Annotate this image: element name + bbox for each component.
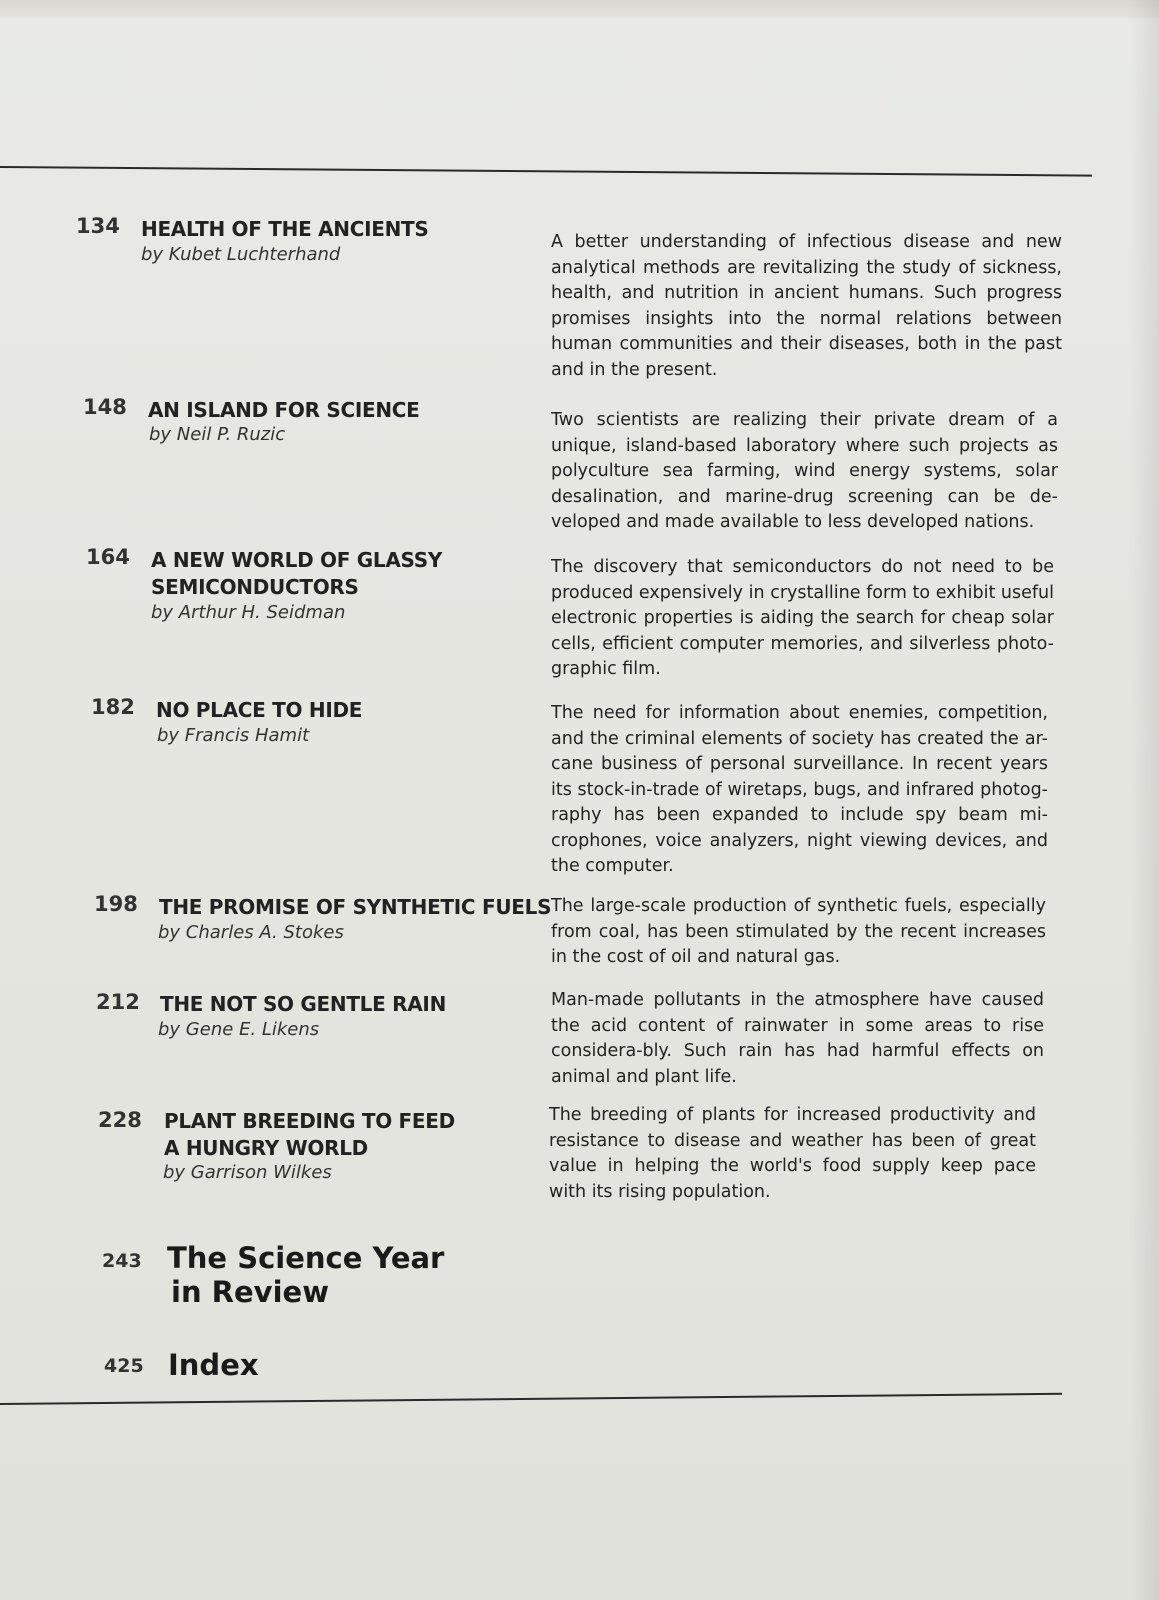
top-rule <box>0 166 1092 177</box>
section-title: The Science Year <box>167 1241 445 1275</box>
bottom-rule <box>0 1393 1062 1405</box>
page-number: 228 <box>98 1108 142 1132</box>
page-number: 182 <box>91 695 135 719</box>
article-description: The breeding of plants for increased productivity and resistance to disease and weather has been of great value in helping the world's food supply keep pace with its rising population. <box>549 1105 1036 1202</box>
article-title: PLANT BREEDING TO FEED <box>164 1109 455 1133</box>
article-description: Man-made pollutants in the atmosphere have caused the acid content of rainwater in some areas to rise considera-bly. Such rain has had harmful effects on animal and plant life. <box>551 990 1044 1087</box>
article-description: Two scientists are realizing their private dream of a unique, island-based laboratory where such projects as polyculture sea farming, wind energy systems, solar desalination, and marine-drug screening can be de-veloped and made available to less developed nations. <box>551 410 1058 532</box>
section-title-line-2: in Review <box>171 1275 329 1309</box>
article-title: HEALTH OF THE ANCIENTS <box>141 217 429 241</box>
article-description: The discovery that semiconductors do not need to be produced expensively in crystalline form to exhibit useful electronic properties is aiding the search for cheap solar cells, efficient computer memories, and silverless photo-graphic film. <box>551 557 1054 679</box>
article-description: The large-scale production of synthetic fuels, especially from coal, has been stimulated by the recent increases in the cost of oil and natural gas. <box>551 896 1046 967</box>
article-author: by Charles A. Stokes <box>158 922 344 943</box>
page-number: 198 <box>94 892 138 916</box>
article-author: by Garrison Wilkes <box>163 1162 332 1183</box>
section-page-number: 425 <box>104 1355 144 1377</box>
article-description: The need for information about enemies, competition, and the criminal elements of society has created the ar-cane business of personal surveillance. In recent years its stock-in-trade of wiretaps, bugs, and infrared photog-raphy has been expanded to include spy beam mi-crophones, voice analyzers, night viewing devices, and the computer. <box>551 703 1048 876</box>
page-edge-shadow <box>1129 0 1159 1600</box>
article-author: by Kubet Luchterhand <box>141 244 341 265</box>
article-title: AN ISLAND FOR SCIENCE <box>148 398 420 422</box>
section-page-number: 243 <box>102 1250 142 1272</box>
article-title: A NEW WORLD OF GLASSY <box>151 548 442 572</box>
article-author: by Neil P. Ruzic <box>149 424 286 445</box>
article-title: THE NOT SO GENTLE RAIN <box>160 992 447 1016</box>
page-number: 134 <box>76 214 120 238</box>
article-title-line-2: A HUNGRY WORLD <box>164 1136 368 1160</box>
page-top-edge <box>0 0 1159 18</box>
page-number: 212 <box>96 990 140 1014</box>
section-title: Index <box>168 1348 259 1382</box>
article-author: by Francis Hamit <box>157 725 310 746</box>
article-title: THE PROMISE OF SYNTHETIC FUELS <box>159 895 552 919</box>
article-title-line-2: SEMICONDUCTORS <box>151 575 359 599</box>
article-author: by Gene E. Likens <box>158 1019 320 1040</box>
article-description: A better understanding of infectious disease and new analytical methods are revitalizing the study of sickness, health, and nutrition in ancient humans. Such progress promises insights into the normal relations between human communities and their diseases, both in the past and in the present. <box>551 232 1062 380</box>
page-number: 148 <box>83 395 127 419</box>
article-title: NO PLACE TO HIDE <box>156 698 363 722</box>
article-author: by Arthur H. Seidman <box>151 602 346 623</box>
page-number: 164 <box>86 545 130 569</box>
